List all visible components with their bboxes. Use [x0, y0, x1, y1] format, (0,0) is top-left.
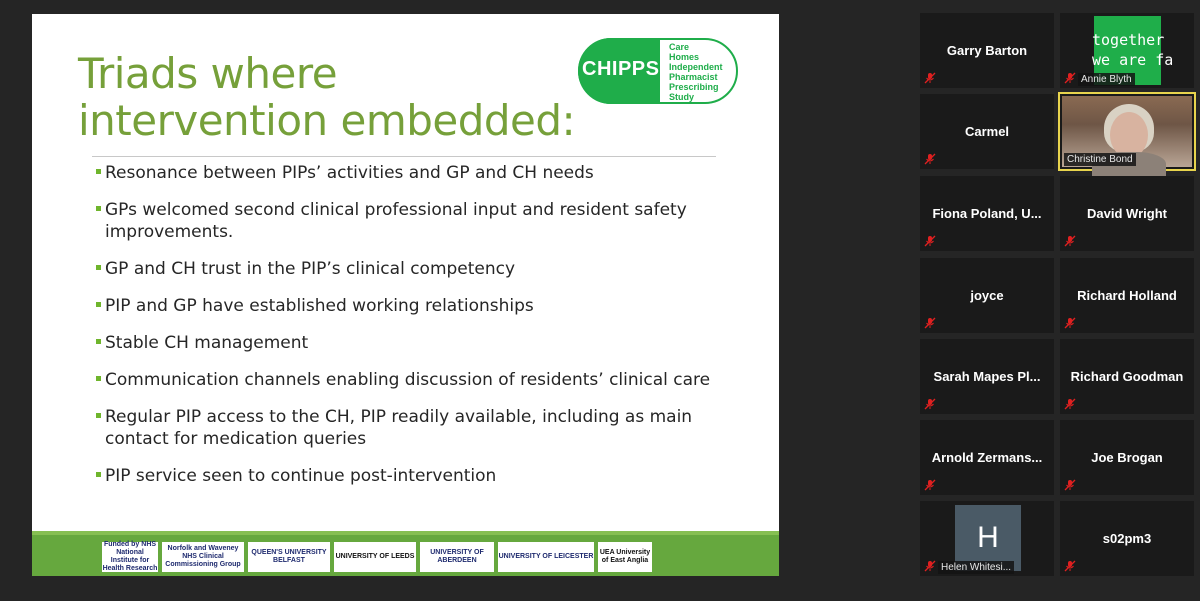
participant-name: Carmel: [964, 124, 1010, 139]
muted-mic-icon: [924, 235, 936, 247]
muted-mic-icon: [1064, 479, 1076, 491]
participant-tile[interactable]: [920, 501, 1054, 576]
participant-tile[interactable]: [920, 420, 1054, 495]
aberdeen-logo: UNIVERSITY OF ABERDEEN: [420, 542, 494, 572]
partner-logos: [102, 542, 688, 572]
bullet-item: [96, 332, 736, 354]
participant-name: Joe Brogan: [1091, 450, 1163, 465]
bullet-list: [96, 162, 736, 502]
bullet-text: Stable CH management: [105, 333, 309, 353]
muted-mic-icon: [924, 479, 936, 491]
muted-mic-icon: [1064, 317, 1076, 329]
uea-logo: UEA University of East Anglia: [598, 542, 652, 572]
participant-name: David Wright: [1087, 206, 1167, 221]
participant-name: Arnold Zermans...: [931, 450, 1043, 465]
bullet-item: [96, 406, 736, 450]
participant-name: Annie Blyth: [1078, 73, 1135, 86]
participant-name: Helen Whitesi...: [938, 561, 1014, 574]
title-divider: [92, 156, 716, 157]
muted-mic-icon: [1064, 235, 1076, 247]
bullet-item: [96, 295, 736, 317]
muted-mic-icon: [924, 398, 936, 410]
bullet-square-icon: [96, 265, 101, 270]
participant-tile[interactable]: [920, 94, 1054, 169]
bullet-text: PIP service seen to continue post-intervention: [105, 466, 497, 486]
bullet-square-icon: [96, 376, 101, 381]
participant-name: s02pm3: [1102, 531, 1152, 546]
bullet-item: [96, 369, 736, 391]
participant-name: Fiona Poland, U...: [932, 206, 1042, 221]
participant-tile[interactable]: [920, 176, 1054, 251]
shared-slide: [32, 14, 779, 576]
participant-tile[interactable]: [1060, 420, 1194, 495]
bullet-square-icon: [96, 302, 101, 307]
bullet-text: Regular PIP access to the CH, PIP readily available, including as main contact for medication queries: [105, 407, 693, 449]
participant-tile[interactable]: [1060, 339, 1194, 414]
participant-tile[interactable]: [920, 339, 1054, 414]
participant-tile[interactable]: [1060, 13, 1194, 88]
chipps-logo-line: Prescribing: [669, 82, 719, 92]
participant-name: Sarah Mapes Pl...: [933, 369, 1041, 384]
chipps-logo-line: Independent: [669, 62, 723, 72]
bullet-text: Resonance between PIPs’ activities and GP and CH needs: [105, 163, 594, 183]
queens-belfast-logo: QUEEN'S UNIVERSITY BELFAST: [248, 542, 330, 572]
participant-tile[interactable]: [920, 13, 1054, 88]
leicester-logo: UNIVERSITY OF LEICESTER: [498, 542, 594, 572]
bullet-item: [96, 258, 736, 280]
bullet-item: [96, 199, 736, 243]
bullet-square-icon: [96, 206, 101, 211]
chipps-logo-line: Pharmacist: [669, 72, 718, 82]
participant-tile-active-speaker[interactable]: [1058, 92, 1196, 171]
participant-name: Garry Barton: [946, 43, 1028, 58]
bullet-text: PIP and GP have established working relationships: [105, 296, 534, 316]
chipps-logo-line: Homes: [669, 52, 700, 62]
participant-tile[interactable]: [1060, 176, 1194, 251]
chipps-logo-line: Care: [669, 42, 690, 52]
participant-name: Richard Holland: [1077, 288, 1177, 303]
leeds-logo: UNIVERSITY OF LEEDS: [334, 542, 416, 572]
chipps-logo-brand: CHIPPS: [582, 58, 660, 80]
video-text: together we are fa: [1092, 31, 1174, 69]
chipps-logo-subtitle: [669, 42, 723, 102]
muted-mic-icon: [924, 317, 936, 329]
bullet-item: [96, 162, 736, 184]
bullet-square-icon: [96, 413, 101, 418]
bullet-text: Communication channels enabling discussion of residents’ clinical care: [105, 370, 711, 390]
bullet-item: [96, 465, 736, 487]
bullet-square-icon: [96, 169, 101, 174]
norfolk-waveney-logo: Norfolk and Waveney NHS Clinical Commissioning Group: [162, 542, 244, 572]
avatar: H: [955, 505, 1021, 571]
participant-tile[interactable]: [1060, 258, 1194, 333]
chipps-logo: [576, 36, 738, 104]
participant-tile[interactable]: [920, 258, 1054, 333]
muted-mic-icon: [924, 153, 936, 165]
bullet-square-icon: [96, 339, 101, 344]
muted-mic-icon: [924, 72, 936, 84]
muted-mic-icon: [1064, 560, 1076, 572]
participant-name: joyce: [970, 288, 1004, 303]
muted-mic-icon: [1064, 398, 1076, 410]
chipps-logo-line: Study: [669, 92, 695, 102]
bullet-text: GPs welcomed second clinical professional input and resident safety improvements.: [105, 200, 687, 242]
muted-mic-icon: [924, 560, 936, 572]
slide-title: Triads where intervention embedded:: [78, 49, 576, 145]
muted-mic-icon: [1064, 72, 1076, 84]
participant-name: Richard Goodman: [1070, 369, 1184, 384]
nihr-logo: Funded by NHS National Institute for Health Research: [102, 541, 158, 572]
participant-name: Christine Bond: [1064, 153, 1136, 166]
bullet-square-icon: [96, 472, 101, 477]
bullet-text: GP and CH trust in the PIP’s clinical competency: [105, 259, 516, 279]
participant-tile[interactable]: [1060, 501, 1194, 576]
